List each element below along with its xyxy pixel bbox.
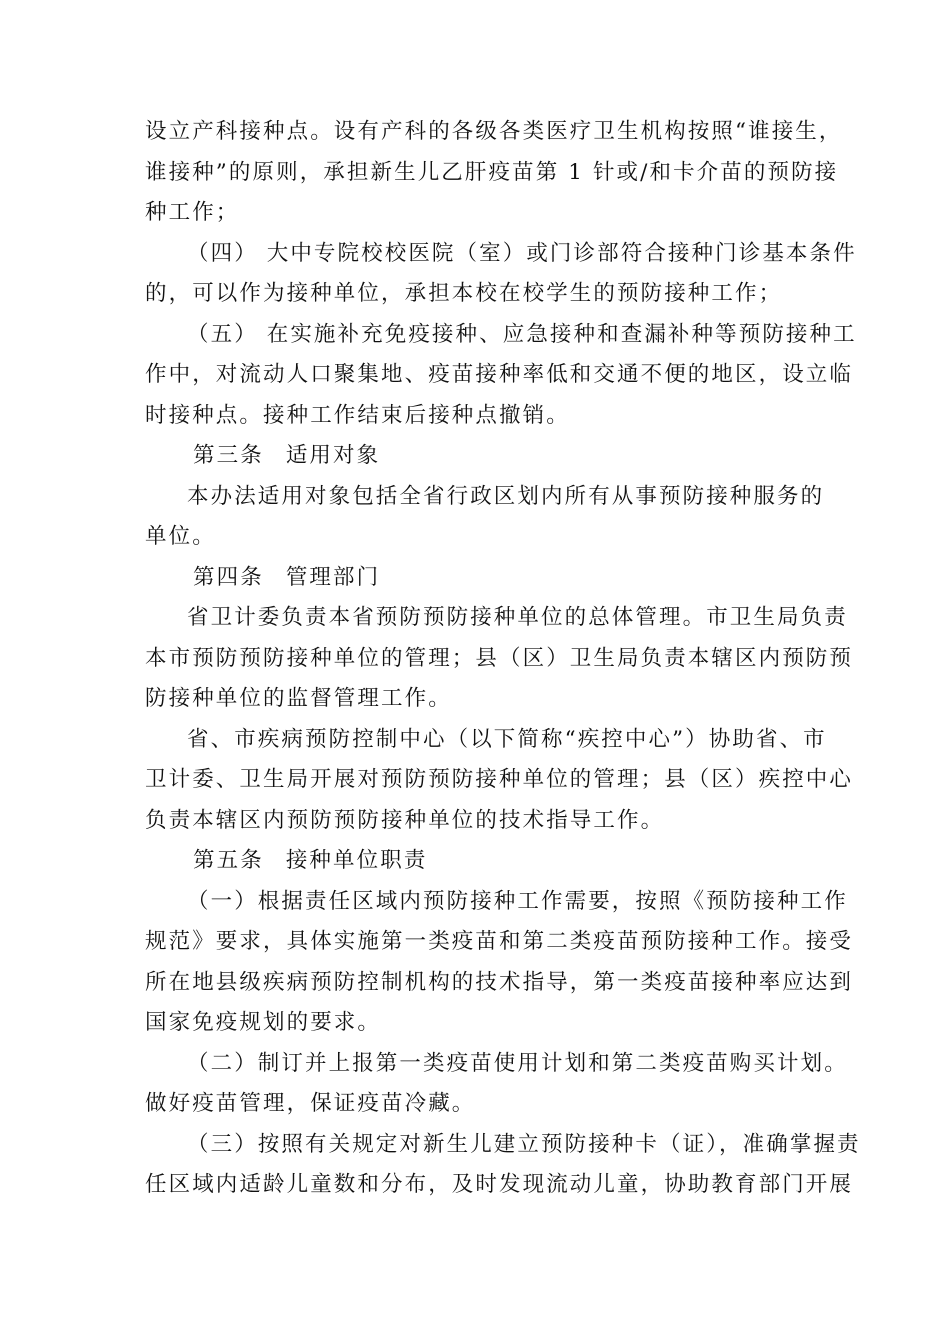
article-heading [145,841,810,882]
article-number: 第三条 [193,443,264,468]
paragraph-line: 本办法适用对象包括全省行政区划内所有从事预防接种服务的 [187,483,825,509]
paragraph-line: 时接种点。接种工作结束后接种点撤销。 [145,402,570,428]
paragraph-line: 防接种单位的监督管理工作。 [145,686,452,711]
paragraph-line: 谁接种”的原则，承担新生儿乙肝疫苗第 1 针或/和卡介苗的预防接 [145,159,839,185]
article-title: 管理部门 [285,564,381,590]
article-number: 第四条 [193,564,264,590]
paragraph-line: 卫计委、卫生局开展对预防预防接种单位的管理；县（区）疾控中心 [145,767,854,792]
paragraph-line: 的，可以作为接种单位，承担本校在校学生的预防接种工作； [145,281,783,306]
paragraph-line: 负责本辖区内预防预防接种单位的技术指导工作。 [145,807,665,833]
paragraph-line: 单位。 [145,524,216,549]
paragraph-line: 种工作； [145,200,240,225]
article-number: 第五条 [193,848,264,873]
paragraph-line: 本市预防预防接种单位的管理；县（区）卫生局负责本辖区内预防预 [145,645,854,671]
document-page [145,112,861,1206]
paragraph-line: 国家免疫规划的要求。 [145,1010,382,1035]
paragraph-line: 省、市疾病预防控制中心（以下简称“疾控中心”）协助省、市 [187,726,827,752]
article-title: 适用对象 [285,443,381,468]
paragraph-line: （二）制订并上报第一类疫苗使用计划和第二类疫苗购买计划。 [187,1050,848,1076]
article-title: 接种单位职责 [285,848,428,873]
paragraph-line: 省卫计委负责本省预防预防接种单位的总体管理。市卫生局负责 [187,605,848,630]
paragraph-line: 设立产科接种点。设有产科的各级各类医疗卫生机构按照“谁接生， [145,119,843,144]
paragraph-line: 所在地县级疾病预防控制机构的技术指导，第一类疫苗接种率应达到 [145,969,854,995]
paragraph-line: 作中，对流动人口聚集地、疫苗接种率低和交通不便的地区，设立临 [145,362,854,387]
paragraph-line: （五） 在实施补充免疫接种、应急接种和查漏补种等预防接种工 [187,321,857,347]
paragraph-line: （一）根据责任区域内预防接种工作需要，按照《预防接种工作 [187,888,848,914]
paragraph-line: 规范》要求，具体实施第一类疫苗和第二类疫苗预防接种工作。接受 [145,929,854,954]
paragraph-line: （三）按照有关规定对新生儿建立预防接种卡（证），准确掌握责 [187,1131,861,1157]
paragraph-line: （四） 大中专院校校医院（室）或门诊部符合接种门诊基本条件 [187,240,857,266]
article-heading [145,436,810,477]
paragraph-line: 任区域内适龄儿童数和分布，及时发现流动儿童，协助教育部门开展 [145,1172,854,1197]
paragraph-line: 做好疫苗管理，保证疫苗冷藏。 [145,1091,476,1116]
article-heading [145,558,810,599]
